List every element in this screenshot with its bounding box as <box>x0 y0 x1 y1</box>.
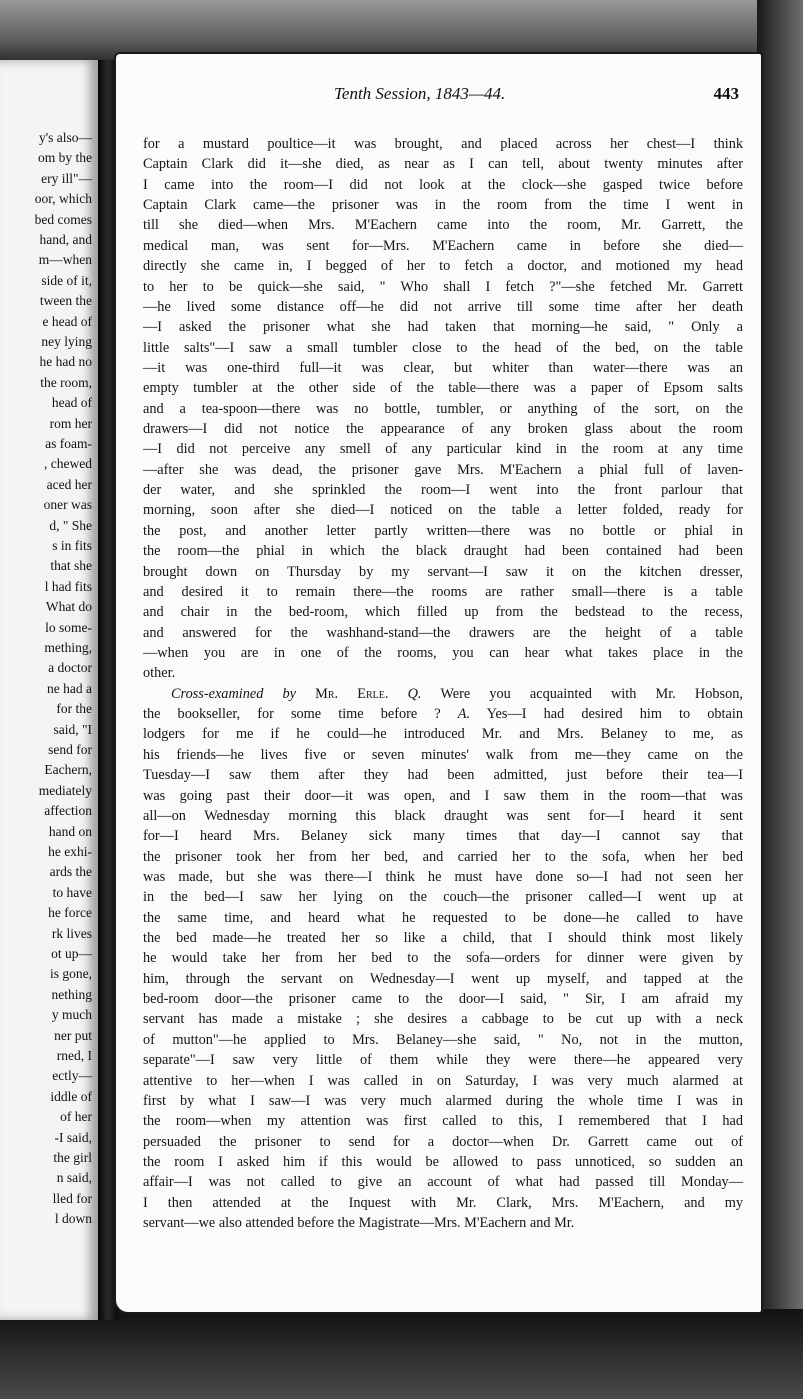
paragraph-cross-examination <box>143 724 743 1233</box>
text-line: he would take her from her bed to the sofa—orders for dinner were given by <box>143 950 743 967</box>
facing-page-line: affection <box>44 803 92 819</box>
facing-page-line: said, "I <box>53 721 92 737</box>
facing-page-line: he force <box>48 905 92 921</box>
text-line: and chair in the bed-room, which filled up from the bedstead to the recess, <box>143 604 743 621</box>
facing-page-line: m—when <box>38 252 92 268</box>
facing-page-line: ery ill"— <box>41 170 92 186</box>
facing-page-line: tween the <box>39 293 92 309</box>
text-line: —after she was dead, the prisoner gave Mrs. M'Eachern a phial full of laven- <box>143 461 743 478</box>
text-line: empty tumbler at the other side of the table—there was a paper of Epsom salts <box>143 380 743 397</box>
text-line: and answered for the washhand-stand—the drawers are the height of a table <box>143 624 743 641</box>
text-line: all—on Wednesday morning this black draught was sent for—I heard it sent <box>143 807 743 824</box>
facing-page-line: to have <box>52 884 92 900</box>
text-line: first by what I saw—I was very much alarmed during the whole time I was in <box>143 1092 743 1109</box>
book-page <box>116 54 761 1312</box>
text-line: lodgers for me if he could—he introduced Mr. and Mrs. Belaney to me, as <box>143 726 743 743</box>
facing-page-line: lo some- <box>45 619 92 635</box>
text-line: the prisoner took her from her bed, and carried her to the sofa, when her bed <box>143 848 743 865</box>
text-line: directly she came in, I begged of her to fetch a doctor, and motioned my head <box>143 258 743 275</box>
answer-line-start: the bookseller, for some time before ? <box>143 706 441 723</box>
facing-page-line: ne had a <box>47 680 92 696</box>
facing-page-line: the room, <box>40 374 92 390</box>
text-line: the bed made—he treated her so like a child, that I should think most likely <box>143 930 743 947</box>
text-line: I then attended at the Inquest with Mr. Clark, Mrs. M'Eachern, and my <box>143 1194 743 1211</box>
text-line: till she died—when Mrs. M'Eachern came into the room, Mr. Garrett, the <box>143 217 743 234</box>
text-line: to her to be quick—she said, " Who shall I fetch ?"—she fetched Mr. Garrett <box>143 278 743 295</box>
text-line: him, through the servant on Wednesday—I went up myself, and tapped at the <box>143 970 743 987</box>
facing-page-fragment <box>0 60 104 1320</box>
text-line: separate"—I saw very little of them while they were there—he appeared very <box>143 1052 743 1069</box>
text-line: other. <box>143 665 176 682</box>
text-line: Tuesday—I saw them after they had been admitted, just before their tea—I <box>143 767 743 784</box>
facing-page-line: l had fits <box>44 578 92 594</box>
facing-page-line: e head of <box>42 313 92 329</box>
facing-page-line: ot up— <box>51 946 92 961</box>
running-head <box>116 84 761 108</box>
text-line: —he lived some distance off—he did not arrive till some time after her death <box>143 298 743 315</box>
text-line: der water, and she sprinkled the room—I went into the front parlour that <box>143 482 743 499</box>
facing-page-line: y much <box>51 1007 92 1023</box>
text-line: persuaded the prisoner to send for a doctor—when Dr. Garrett came out of <box>143 1133 743 1150</box>
text-line: in the bed—I saw her lying on the couch—the prisoner called—I went up at <box>143 889 743 906</box>
facing-page-line: a doctor <box>48 660 92 676</box>
facing-page-line: rned, I <box>56 1048 92 1063</box>
facing-page-line: ney lying <box>41 334 92 349</box>
facing-page-line: he had no <box>39 354 92 370</box>
text-line: the room—when my attention was first called to this, I remembered that I had <box>143 1113 743 1130</box>
facing-page-line: head of <box>51 395 92 411</box>
text-line: attentive to her—when I was called in on Saturday, I was very much alarmed at <box>143 1072 743 1089</box>
facing-page-line: ards the <box>49 864 92 880</box>
answer-marker: A. <box>457 706 471 723</box>
facing-page-line: is gone, <box>50 966 92 982</box>
question-marker: Q. <box>407 685 422 702</box>
facing-page-line: for the <box>56 701 92 717</box>
text-line: for—I heard Mrs. Belaney sick many times that day—I cannot say that <box>143 828 743 845</box>
book-gutter <box>98 60 118 1320</box>
facing-page-line: mething, <box>44 640 92 655</box>
text-line: Captain Clark came—the prisoner was in the room from the time I went in <box>143 197 743 214</box>
facing-page-line: he exhi- <box>48 844 92 859</box>
paragraph-testimony <box>143 134 743 684</box>
text-line: the room—the phial in which the black draught had been contained had been <box>143 543 743 560</box>
facing-page-line: Eachern, <box>44 762 92 778</box>
text-line: morning, soon after she died—I noticed on the table a letter folded, ready for <box>143 502 743 519</box>
text-line: —it was one-third full—it was clear, but whiter than water—there was an <box>143 359 743 376</box>
text-line: of mutton"—he applied to Mrs. Belaney—she said, " No, not in the mutton, <box>143 1031 743 1048</box>
body-text <box>143 134 743 1233</box>
facing-page-line: n said, <box>56 1170 92 1186</box>
facing-page-line: d, " She <box>49 517 92 533</box>
facing-page-line: oner was <box>43 497 92 513</box>
facing-page-line: bed comes <box>34 211 92 227</box>
facing-page-line: hand on <box>48 823 92 839</box>
facing-page-line: lled for <box>52 1190 92 1206</box>
text-line: —I did not perceive any smell of any particular kind in the room at any time <box>143 441 743 458</box>
answer-line <box>143 704 743 724</box>
text-line: the room I asked him if this would be allowed to pass unnoticed, so sudden an <box>143 1153 743 1170</box>
answer-line-end: Yes—I had desired him to obtain <box>486 706 743 723</box>
facing-page-line: iddle of <box>50 1088 92 1104</box>
facing-page-line: of her <box>60 1109 92 1125</box>
facing-page-line: nething <box>51 986 92 1002</box>
text-line: affair—I was not called to give an account of what had passed till Monday— <box>143 1174 743 1191</box>
text-line: bed-room door—the prisoner came to the door—I said, " Sir, I am afraid my <box>143 991 743 1008</box>
facing-page-line: , chewed <box>44 456 92 472</box>
text-line: and desired it to remain there—the rooms are rather small—there is a table <box>143 583 743 600</box>
facing-page-line: hand, and <box>39 232 92 247</box>
text-line: —when you are in one of the rooms, you can hear what takes place in the <box>143 644 743 661</box>
facing-page-line: aced her <box>46 476 92 492</box>
cross-first-text: Were you acquainted with Mr. Hobson, <box>440 685 743 702</box>
cross-label: Cross-examined by <box>171 685 297 702</box>
text-line: servant has made a mistake ; she desires a cabbage to be cut up with a neck <box>143 1011 743 1028</box>
text-line: Captain Clark did it—she died, as near as I can tell, about twenty minutes after <box>143 156 743 173</box>
facing-page-line: ner put <box>54 1027 92 1043</box>
text-line: brought down on Thursday by my servant—I saw it on the kitchen dresser, <box>143 563 743 580</box>
text-line: was made, but she was there—I think he must have done so—I had not seen her <box>143 868 743 885</box>
text-line: servant—we also attended before the Magistrate—Mrs. M'Eachern and Mr. <box>143 1215 575 1232</box>
cross-examiner-name: Mr. Erle. <box>315 685 389 702</box>
facing-page-line: y's also— <box>38 130 92 145</box>
facing-page-line: side of it, <box>41 272 92 288</box>
facing-page-line: rom her <box>49 415 92 431</box>
text-line: the post, and another letter partly written—there was no bottle or phial in <box>143 522 743 539</box>
facing-page-line: as foam- <box>45 436 92 451</box>
text-line: drawers—I did not notice the appearance of any broken glass about the room <box>143 421 743 438</box>
facing-page-line: mediately <box>38 782 92 798</box>
facing-page-line: that she <box>50 558 92 574</box>
text-line: I came into the room—I did not look at the clock—she gasped twice before <box>143 176 743 193</box>
text-line: little salts"—I saw a small tumbler close to the head of the bed, on the table <box>143 339 743 356</box>
facing-page-line: the girl <box>53 1150 92 1165</box>
facing-page-line: send for <box>48 742 92 757</box>
text-line: and a tea-spoon—there was no bottle, tumbler, or anything of the sort, on the <box>143 400 743 417</box>
text-line: for a mustard poultice—it was brought, and placed across her chest—I think <box>143 136 743 152</box>
running-title: Tenth Session, 1843—44. <box>334 84 506 103</box>
text-line: the same time, and heard what he requested to be done—he called to have <box>143 909 743 926</box>
facing-page-line: What do <box>45 599 92 615</box>
text-line: was going past their door—it was open, and I saw them in the room—that was <box>143 787 743 804</box>
text-line: his friends—he lives five or seven minutes' walk from me—they came on the <box>143 746 743 763</box>
facing-page-line: -I said, <box>54 1129 92 1145</box>
cross-examination-line <box>143 684 743 704</box>
facing-page-line: s in fits <box>52 538 92 553</box>
text-line: medical man, was sent for—Mrs. M'Eachern came in before she died— <box>143 237 743 254</box>
facing-page-line: rk lives <box>51 925 92 941</box>
scan-backdrop-right <box>757 0 803 1399</box>
scan-backdrop-bottom <box>0 1309 803 1399</box>
facing-page-line: oor, which <box>34 191 92 207</box>
facing-page-line: om by the <box>38 150 92 166</box>
facing-page-line: ectly— <box>52 1068 92 1084</box>
facing-page-line: l down <box>54 1211 92 1227</box>
page-number: 443 <box>713 84 739 103</box>
text-line: —I asked the prisoner what she had taken that morning—he said, " Only a <box>143 319 743 336</box>
